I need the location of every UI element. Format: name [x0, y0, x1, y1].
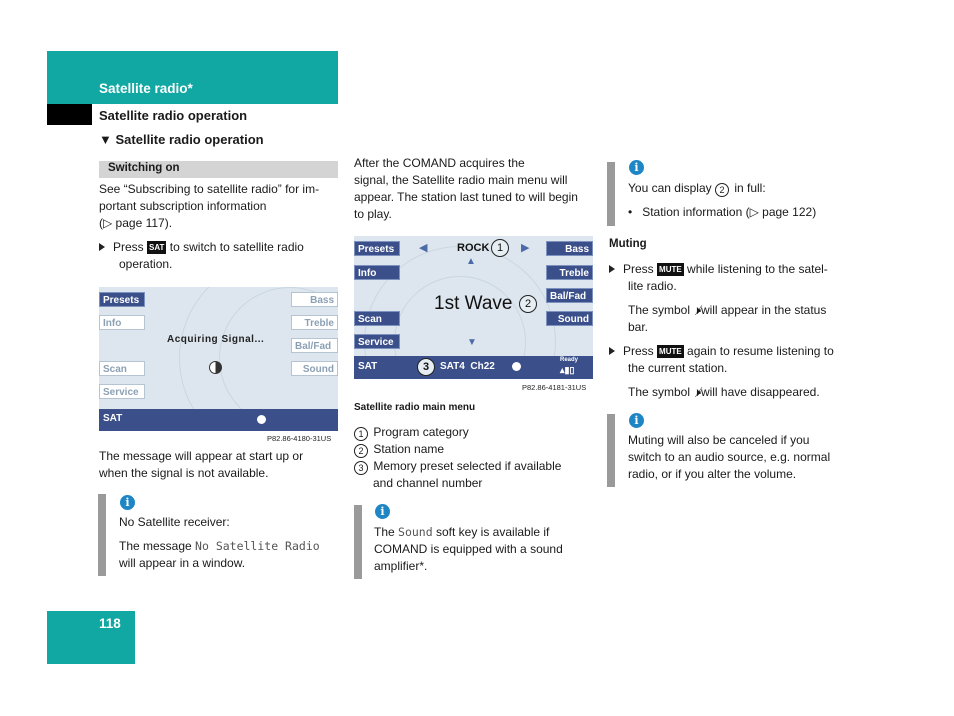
triangle-down-icon: ▼	[99, 132, 112, 147]
dot-icon	[512, 362, 521, 371]
callout-1: 1	[491, 239, 509, 257]
bullet-arrow-icon	[609, 265, 615, 273]
station-name: 1st Wave	[434, 293, 513, 314]
right-arrow-icon[interactable]: ▶	[521, 242, 530, 254]
sound-softkey[interactable]: Sound	[291, 361, 338, 376]
info-display-full: You can display 2 in full: • Station information (▷ page 122)	[628, 181, 817, 219]
muting-heading: Muting	[609, 238, 647, 250]
legend-item: 3 Memory preset selected if available	[354, 458, 594, 475]
presets-softkey[interactable]: Presets	[354, 241, 400, 256]
signal-bars-icon: ▴▮▯	[560, 365, 575, 375]
legend-item: 1 Program category	[354, 424, 594, 441]
page-number: 118	[99, 616, 121, 631]
info-bar-4	[607, 414, 615, 487]
acquire-paragraph: After the COMAND acquires the signal, the Satellite radio main menu will appear. The station last tuned to will begin to play.	[354, 156, 578, 221]
header-band	[47, 51, 338, 104]
bass-softkey[interactable]: Bass	[291, 292, 338, 307]
info-softkey[interactable]: Info	[99, 315, 145, 330]
presets-softkey[interactable]: Presets	[99, 292, 145, 307]
treble-softkey[interactable]: Treble	[291, 315, 338, 330]
balfad-softkey[interactable]: Bal/Fad	[291, 338, 338, 353]
info-softkey[interactable]: Info	[354, 265, 400, 280]
info-sound-softkey: The Sound soft key is available if COMAND is equipped with a sound amplifier*.	[374, 525, 563, 573]
sound-softkey[interactable]: Sound	[546, 311, 593, 326]
info-icon: i	[120, 495, 135, 510]
signal-icon	[209, 361, 222, 374]
bullet-arrow-icon	[609, 347, 615, 355]
info-muting-canceled: Muting will also be canceled if you switch to an audio source, e.g. normal radio, or if you alter the volume.	[628, 433, 831, 481]
step-press-sat: Press SAT to switch to satellite radio operation.	[99, 239, 339, 273]
info-bar-1	[98, 494, 106, 576]
scan-softkey[interactable]: Scan	[99, 361, 145, 376]
message-paragraph: The message will appear at start up or when the signal is not available.	[99, 449, 304, 480]
screen2-code: P82.86-4181-31US	[522, 383, 587, 392]
info-no-receiver: No Satellite receiver: The message No Satellite Radio will appear in a window.	[119, 515, 320, 570]
legend-list: 1 Program category 2 Station name 3 Memory preset selected if available and channel number	[354, 424, 594, 492]
left-arrow-icon[interactable]: ◀	[419, 242, 428, 254]
status-bar: SAT	[99, 409, 338, 431]
balfad-softkey[interactable]: Bal/Fad	[546, 288, 593, 303]
ready-label: Ready	[560, 357, 579, 363]
info-bar-2	[354, 505, 362, 579]
category-label: ROCK	[457, 242, 490, 254]
info-icon: i	[629, 160, 644, 175]
scan-softkey[interactable]: Scan	[354, 311, 400, 326]
info-bar-3	[607, 162, 615, 226]
bullet-dot: •	[628, 205, 633, 219]
treble-softkey[interactable]: Treble	[546, 265, 593, 280]
muting-steps: Press MUTE while listening to the satel- lite radio. The symbol 🕨̸will appear in the status bar. Press MUTE again to resume listening to the current station. The symbol 🕨̸will have disappeared.	[609, 261, 855, 401]
subsection-title: Satellite radio operation	[99, 108, 248, 123]
section-title: Satellite radio*	[99, 81, 193, 96]
black-tab	[47, 104, 92, 125]
subscription-paragraph: See “Subscribing to satellite radio” for im- portant subscription information (▷ page 117).	[99, 182, 320, 230]
page-number-band	[47, 611, 135, 664]
switching-heading: Switching on	[108, 162, 180, 174]
callout-2: 2	[519, 295, 537, 313]
info-icon: i	[629, 413, 644, 428]
screen1-code: P82.86-4180-31US	[267, 434, 332, 443]
bass-softkey[interactable]: Bass	[546, 241, 593, 256]
up-arrow-icon[interactable]: ▲	[466, 256, 476, 267]
preset-channel: SAT4 Ch22	[440, 361, 495, 372]
bullet-arrow-icon	[99, 243, 105, 251]
mute-key: MUTE	[659, 265, 682, 274]
service-softkey[interactable]: Service	[99, 384, 145, 399]
legend-item: 2 Station name	[354, 441, 594, 458]
acquiring-signal-screen	[99, 287, 338, 431]
mute-key: MUTE	[659, 347, 682, 356]
info-icon: i	[375, 504, 390, 519]
sat-key: SAT	[149, 243, 165, 252]
status-bar: SAT 3 SAT4 Ch22 Ready ▴▮▯	[354, 356, 593, 379]
callout-3: 3	[417, 358, 435, 376]
figure-caption: Satellite radio main menu	[354, 402, 476, 413]
down-arrow-icon[interactable]: ▼	[467, 337, 477, 348]
topic-title: ▼ Satellite radio operation	[99, 132, 264, 147]
service-softkey[interactable]: Service	[354, 334, 400, 349]
mute-symbol-icon: 🕨̸	[693, 385, 701, 399]
acquiring-text: Acquiring Signal...	[167, 334, 265, 345]
main-menu-screen	[354, 236, 593, 379]
mute-symbol-icon: 🕨̸	[693, 303, 701, 317]
dot-icon	[257, 415, 266, 424]
